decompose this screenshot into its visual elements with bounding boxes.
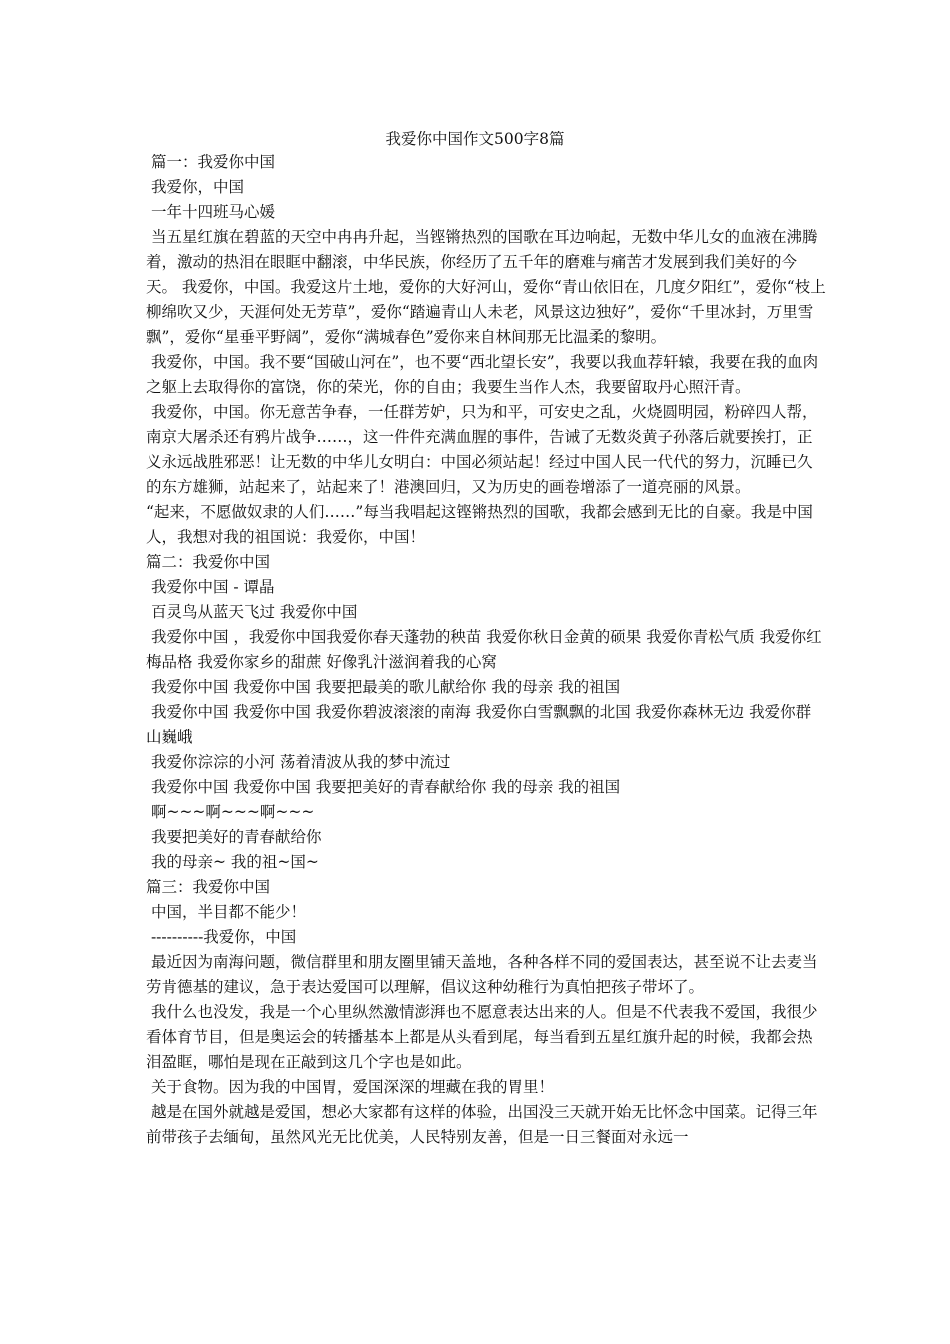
paragraph-7: “起来，不愿做奴隶的人们……”每当我唱起这铿锵热烈的国歌，我都会感到无比的自豪。我是中国人，我想对我的祖国说：我爱你，中国！	[146, 503, 813, 546]
paragraph-5: 我爱你，中国。我不要“国破山河在”，也不要“西北望长安”，我要以我血荐轩辕，我要在我的血肉之躯上去取得你的富饶，你的荣光，你的自由；我要生当作人杰，我要留取丹心照汗青。	[146, 353, 819, 396]
paragraph-12: 我爱你中国 我爱你中国 我要把最美的歌儿献给你 我的母亲 我的祖国	[146, 678, 621, 696]
paragraph-21: ----------我爱你，中国	[146, 928, 297, 946]
paragraph-16: 啊~~~啊~~~啊~~~	[146, 803, 315, 821]
paragraph-23: 我什么也没发，我是一个心里纵然激情澎湃也不愿意表达出来的人。但是不代表我不爱国，我很少看体育节目，但是奥运会的转播基本上都是从头看到尾，每当看到五星红旗升起的时候，我都会热泪盈眶，哪怕是现在正敲到这几个字也是如此。	[146, 1003, 818, 1071]
document-body	[146, 150, 826, 1150]
paragraph-4: 当五星红旗在碧蓝的天空中冉冉升起，当铿锵热烈的国歌在耳边响起，无数中华儿女的血液在沸腾着，激动的热泪在眼眶中翻滚，中华民族，你经历了五千年的磨难与痛苦才发展到我们美好的今天。 我爱你，中国。我爱这片土地，爱你的大好河山，爱你“青山依旧在，几度夕阳红”，爱你“枝上柳绵吹又少，天涯何处无芳草”，爱你“踏遍青山人未老，风景这边独好”，爱你“千里冰封，万里雪飘”，爱你“星垂平野阔”，爱你“满城春色”爱你来自林间那无比温柔的黎明。	[146, 228, 826, 346]
paragraph-13: 我爱你中国 我爱你中国 我爱你碧波滚滚的南海 我爱你白雪飘飘的北国 我爱你森林无边 我爱你群山巍峨	[146, 703, 812, 746]
document-title: 我爱你中国作文500字8篇	[385, 130, 565, 148]
paragraph-8: 篇二：我爱你中国	[146, 553, 271, 571]
paragraph-1: 篇一：我爱你中国	[146, 153, 275, 171]
paragraph-22: 最近因为南海问题，微信群里和朋友圈里铺天盖地，各种各样不同的爱国表达，甚至说不让去麦当劳肯德基的建议，急于表达爱国可以理解，倡议这种幼稚行为真怕把孩子带坏了。	[146, 953, 818, 996]
paragraph-20: 中国，半目都不能少！	[146, 903, 306, 921]
paragraph-19: 篇三：我爱你中国	[146, 878, 271, 896]
paragraph-25: 越是在国外就越是爱国，想必大家都有这样的体验，出国没三天就开始无比怀念中国菜。记得三年前带孩子去缅甸，虽然风光无比优美，人民特别友善，但是一日三餐面对永远一	[146, 1103, 818, 1146]
paragraph-17: 我要把美好的青春献给你	[146, 828, 322, 846]
paragraph-18: 我的母亲~ 我的祖~国~	[146, 853, 319, 871]
paragraph-15: 我爱你中国 我爱你中国 我要把美好的青春献给你 我的母亲 我的祖国	[146, 778, 621, 796]
paragraph-6: 我爱你，中国。你无意苦争春，一任群芳妒，只为和平，可安史之乱，火烧圆明园，粉碎四人帮，南京大屠杀还有鸦片战争……，这一件件充满血腥的事件，告诫了无数炎黄子孙落后就要挨打，正义永远战胜邪恶！让无数的中华儿女明白：中国必须站起！经过中国人民一代代的努力，沉睡已久的东方雄狮，站起来了，站起来了！港澳回归，又为历史的画卷增添了一道亮丽的风景。	[146, 403, 818, 496]
paragraph-3: 一年十四班马心媛	[146, 203, 275, 221]
paragraph-14: 我爱你淙淙的小河 荡着清波从我的梦中流过	[146, 753, 451, 771]
paragraph-2: 我爱你，中国	[146, 178, 244, 196]
paragraph-24: 关于食物。因为我的中国胃，爱国深深的埋藏在我的胃里！	[146, 1078, 554, 1096]
paragraph-10: 百灵鸟从蓝天飞过 我爱你中国	[146, 603, 358, 621]
paragraph-9: 我爱你中国 - 谭晶	[146, 578, 275, 596]
paragraph-11: 我爱你中国 ，我爱你中国我爱你春天蓬勃的秧苗 我爱你秋日金黄的硕果 我爱你青松气质 我爱你红梅品格 我爱你家乡的甜蔗 好像乳汁滋润着我的心窝	[146, 628, 822, 671]
